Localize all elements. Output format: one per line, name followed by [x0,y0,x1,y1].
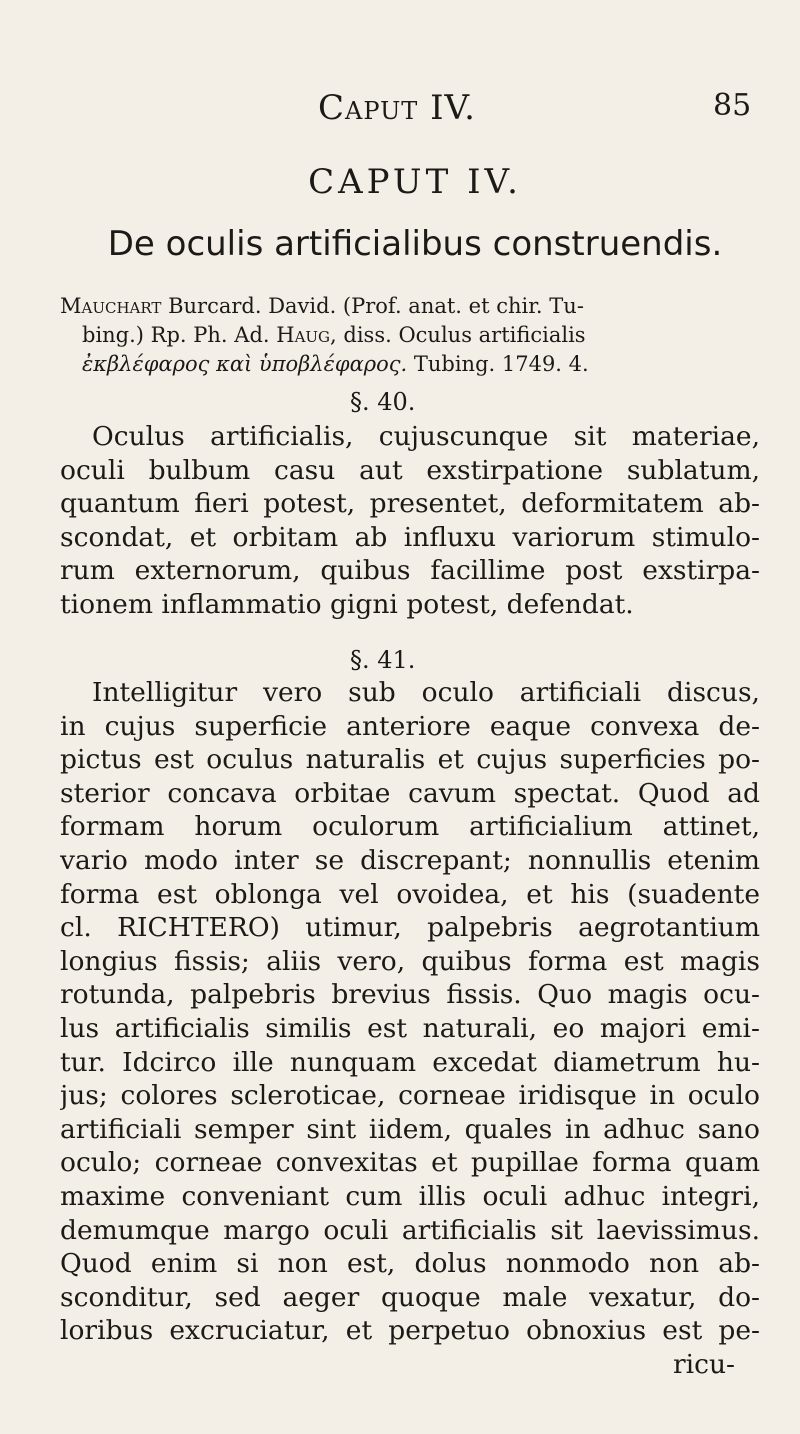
bibliography-line [60,350,760,379]
section-mark: §. 40. [350,388,416,416]
text-line: demumque margo oculi artificialis sit laevissimus. [60,1214,760,1246]
text-line: scondat, et orbitam ab influxu variorum stimulo- [60,521,760,553]
paragraph-section-40 [60,420,760,622]
text-line: Quod enim si non est, dolus nonmodo non ab- [60,1248,760,1280]
running-head [0,88,800,128]
bibliography-text: Burcard. David. (Prof. anat. et chir. Tu- [161,294,584,318]
text-line: sterior concava orbitae cavum spectat. Quod ad [60,777,760,809]
bibliography-greek-title: ἐκβλέφαρος καὶ ὑποβλέφαρος. [82,352,408,376]
text-line: Oculus artificialis, cujuscunque sit materiae, [92,421,760,452]
text-line: rum externorum, quibus facillime post exstirpa- [60,555,760,587]
text-line: oculo; corneae convexitas et pupillae forma quam [60,1147,760,1179]
bibliography-text: , diss. Oculus artificialis [330,323,586,347]
text-line: formam horum oculorum artificialium attinet, [60,811,760,843]
text-line: maxime conveniant cum illis oculi adhuc integri, [60,1180,760,1212]
chapter-subtitle: De oculis artificialibus construendis. [107,224,723,264]
text-line: longius fissis; aliis vero, quibus forma est magis [60,945,760,977]
bibliography-text: bing.) Rp. Ph. Ad. [82,323,277,347]
text-line: lus artificialis similis est naturali, eo majori emi- [60,1012,760,1044]
text-line: rotunda, palpebris brevius fissis. Quo magis ocu- [60,979,760,1011]
bibliography-author: Haug [276,323,331,347]
text-line: sconditur, sed aeger quoque male vexatur, do- [60,1281,760,1313]
text-line: quantum fieri potest, presentet, deformitatem ab- [60,488,760,520]
section-mark: §. 41. [350,646,416,674]
paragraph-section-41 [60,676,760,1381]
bibliography-line [60,321,760,350]
page-number: 85 [713,88,752,123]
text-line: in cujus superficie anteriore eaque convexa de- [60,710,760,742]
text-line: cl. RICHTERO) utimur, palpebris aegrotantium [60,912,760,944]
chapter-title: CAPUT IV. [308,162,522,202]
bibliography-author: Mauchart [60,294,162,318]
text-line: oculi bulbum casu aut exstirpatione sublatum, [60,454,760,486]
catchword: ricu- [672,1348,735,1380]
text-line: pictus est oculus naturalis et cujus superficies po- [60,744,760,776]
text-line: forma est oblonga vel ovoidea, et his (suadente [60,878,760,910]
bibliography-text: Tubing. 1749. 4. [407,352,589,376]
bibliography-reference [60,292,760,379]
text-line: tur. Idcirco ille nunquam excedat diametrum hu- [60,1046,760,1078]
text-line: jus; colores scleroticae, corneae iridisque in oculo [60,1080,760,1112]
text-line: Intelligitur vero sub oculo artificiali discus, [92,677,760,708]
bibliography-line [60,292,760,321]
text-line: loribus excruciatur, et perpetuo obnoxius est pe- [60,1315,760,1347]
text-line: vario modo inter se discrepant; nonnullis etenim [60,844,760,876]
text-line: tionem inflammatio gigni potest, defendat. [60,588,634,620]
running-title: Caput IV. [318,88,476,128]
text-line: artificiali semper sint iidem, quales in adhuc sano [60,1113,760,1145]
